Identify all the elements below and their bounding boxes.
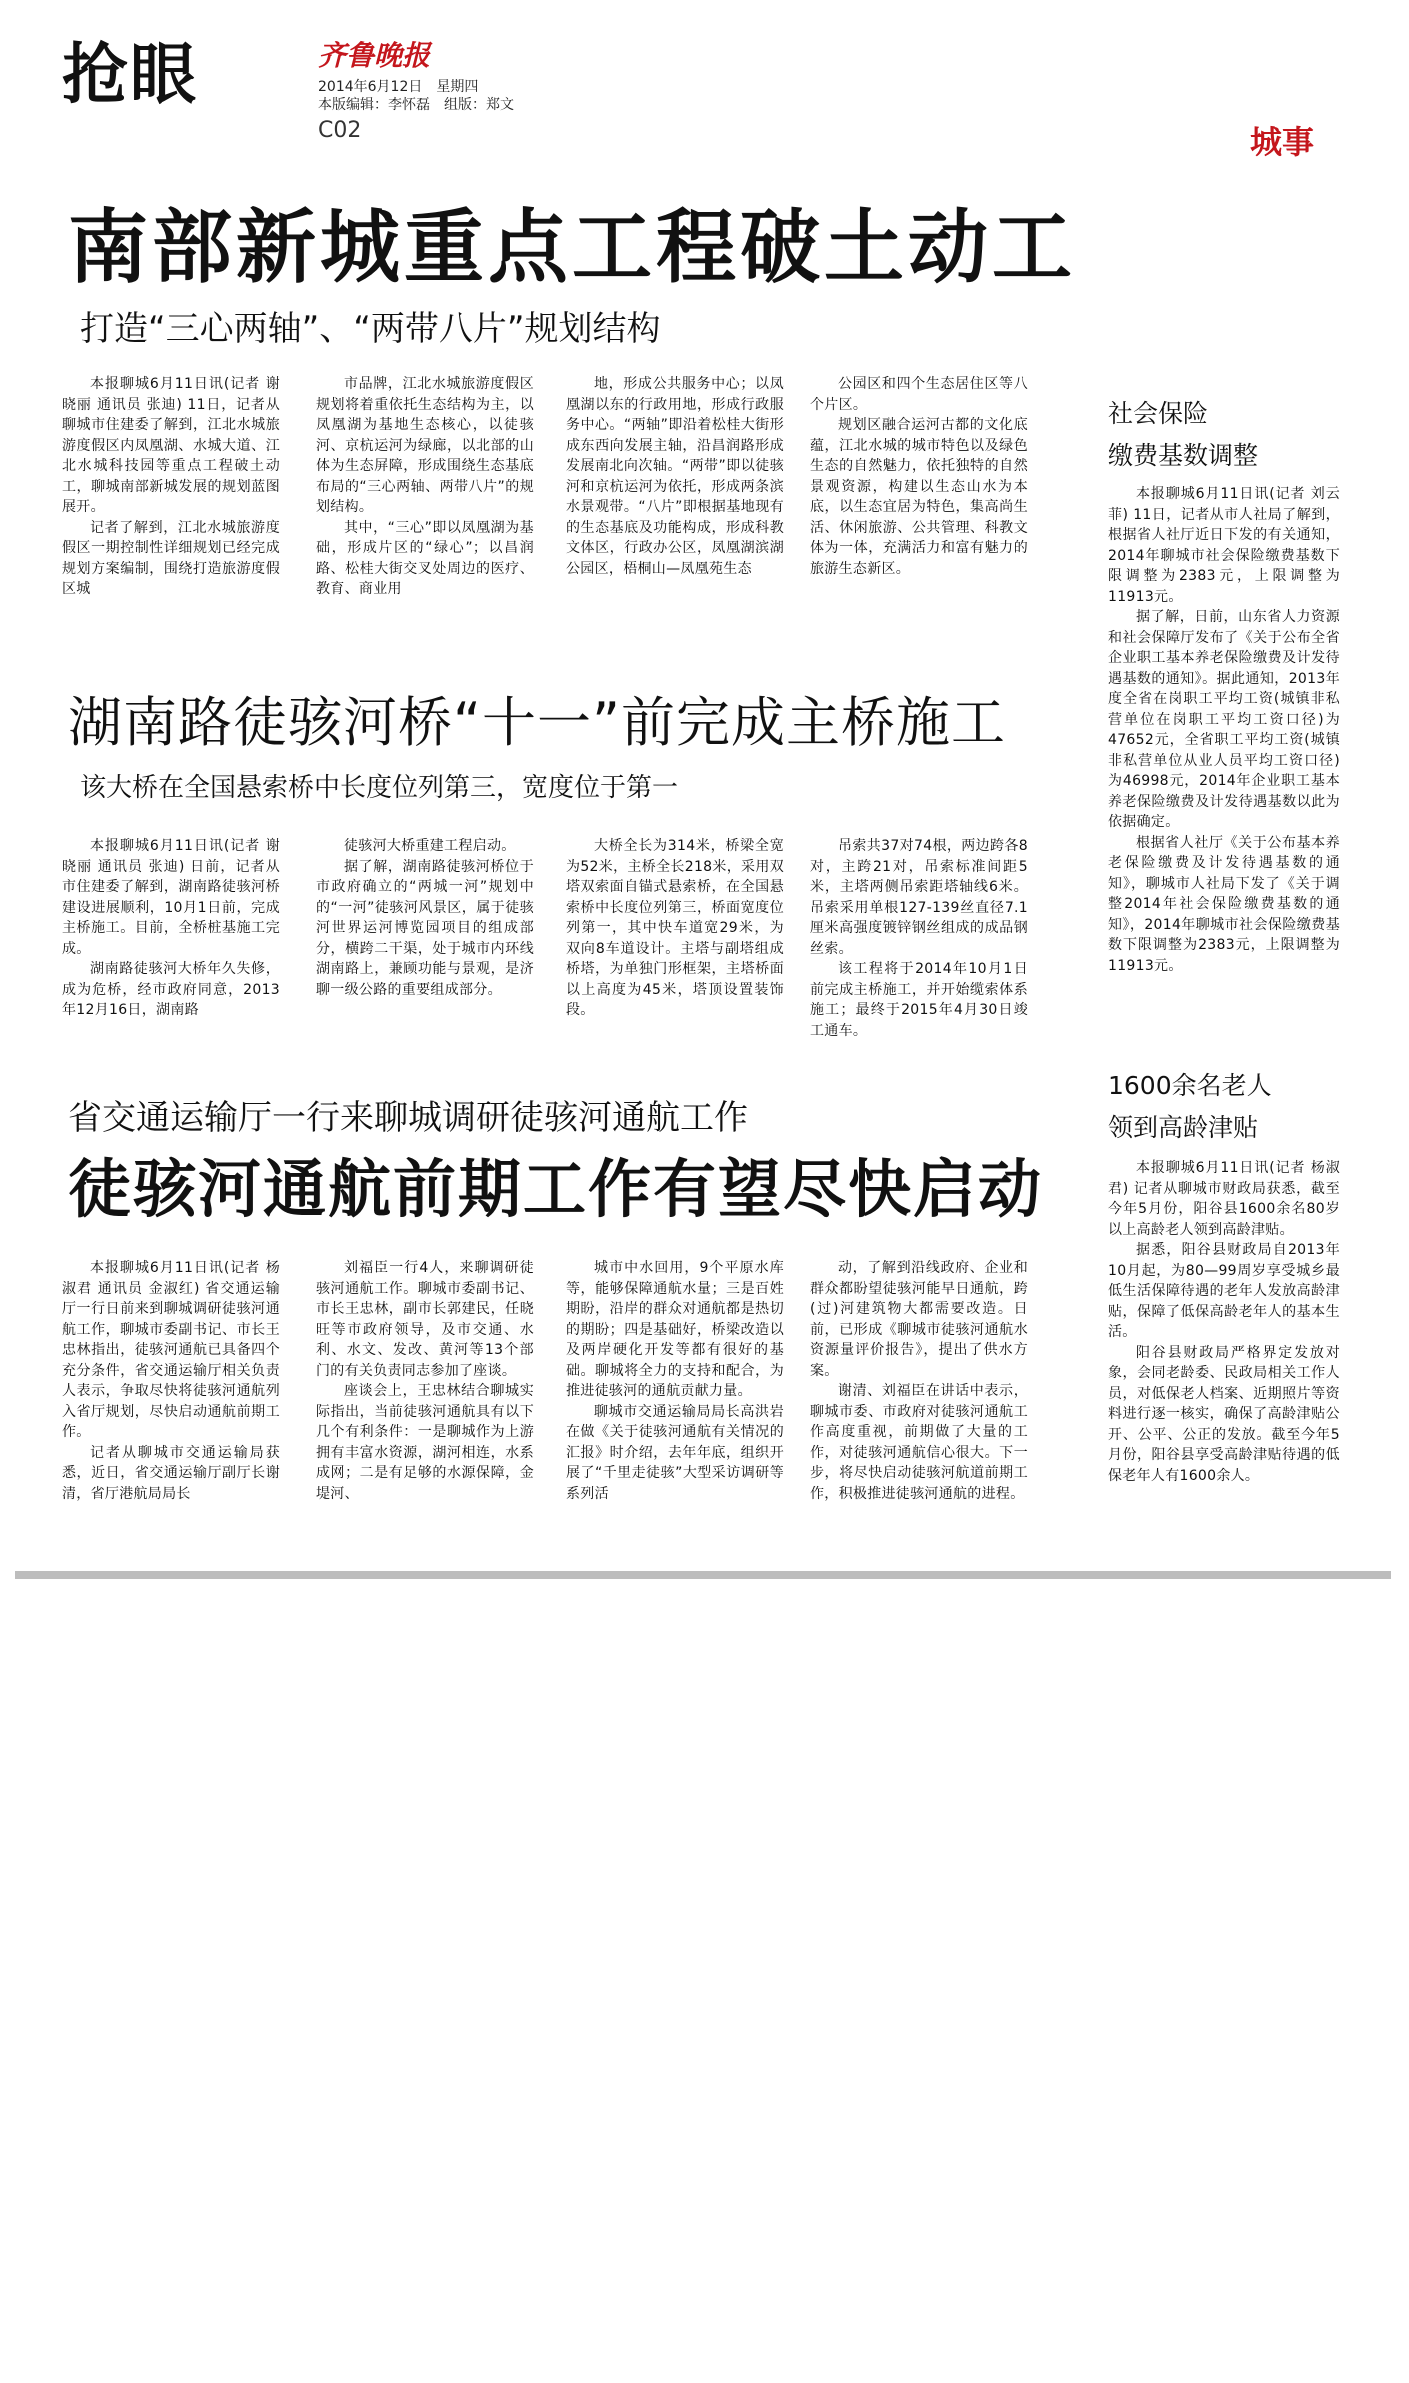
paragraph: 市品牌，江北水城旅游度假区规划将着重依托生态结构为主，以凤凰湖为基地生态核心，以徒骇河、京杭运河为绿廊，以北部的山体为生态屏障，形成围绕生态基底布局的“三心两轴、两带八片”的规划结构。	[316, 376, 534, 515]
section-title: 抢眼	[62, 36, 198, 113]
article3-col-4	[810, 1258, 1028, 1504]
paragraph: 阳谷县财政局严格界定发放对象，会同老龄委、民政局相关工作人员，对低保老人档案、近期照片等资料进行逐一核实，确保了高龄津贴公开、公平、公正的发放。截至今年5月份，阳谷县享受高龄津贴待遇的低保老年人有1600余人。	[1108, 1344, 1340, 1484]
article2-col-1	[62, 836, 280, 1021]
paragraph: 据了解，湖南路徒骇河桥位于市政府确立的“两城一河”规划中的“一河”徒骇河风景区，属于徒骇河世界运河博览园项目的组成部分，横跨二干渠，处于城市内环线湖南路上，兼顾功能与景观，是济聊一级公路的重要组成部分。	[316, 858, 534, 998]
sidebar1-title-line2: 缴费基数调整	[1108, 441, 1259, 470]
sidebar2-title-line1: 1600余名老人	[1108, 1071, 1272, 1100]
article1-subtitle: 打造“三心两轴”、“两带八片”规划结构	[80, 309, 661, 349]
paragraph: 公园区和四个生态居住区等八个片区。	[810, 376, 1028, 413]
article1-col-3	[566, 374, 784, 579]
paragraph: 据悉，阳谷县财政局自2013年10月起，为80—99周岁享受城乡最低生活保障待遇的老年人发放高龄津贴，保障了低保高龄老年人的基本生活。	[1108, 1242, 1340, 1340]
paragraph: 湖南路徒骇河大桥年久失修，成为危桥，经市政府同意，2013年12月16日，湖南路	[62, 961, 280, 1018]
paragraph: 动，了解到沿线政府、企业和群众都盼望徒骇河能早日通航，跨(过)河建筑物大都需要改造。日前，已形成《聊城市徒骇河通航水资源量评价报告》，提出了供水方案。	[810, 1260, 1028, 1379]
paragraph: 聊城市交通运输局局长高洪岩在做《关于徒骇河通航有关情况的汇报》时介绍，去年年底，组织开展了“千里走徒骇”大型采访调研等系列活	[566, 1403, 784, 1502]
sidebar2-title-line2: 领到高龄津贴	[1108, 1113, 1259, 1142]
paragraph: 刘福臣一行4人，来聊调研徒骇河通航工作。聊城市委副书记、市长王忠林，副市长郭建民，任晓旺等市政府领导，及市交通、水利、水文、发改、黄河等13个部门的有关负责同志参加了座谈。	[316, 1260, 534, 1379]
paragraph: 本报聊城6月11日讯(记者 杨淑君) 记者从聊城市财政局获悉，截至今年5月份，阳谷县1600余名80岁以上高龄老人领到高龄津贴。	[1108, 1160, 1340, 1238]
page-code: C02	[318, 118, 362, 143]
article3-kicker: 省交通运输厅一行来聊城调研徒骇河通航工作	[68, 1098, 748, 1138]
paragraph: 规划区融合运河古都的文化底蕴，江北水城的城市特色以及绿色生态的自然魅力，依托独特的自然景观资源，构建以生态山水为本底，以生态宜居为特色，集高尚生活、休闲旅游、公共管理、科教文体为一体，充满活力和富有魅力的旅游生态新区。	[810, 417, 1028, 577]
article1-col-2	[316, 374, 534, 600]
article1-col-1	[62, 374, 280, 600]
issue-date: 2014年6月12日 星期四	[318, 79, 479, 95]
paragraph: 谢清、刘福臣在讲话中表示，聊城市委、市政府对徒骇河通航工作高度重视，前期做了大量的工作，对徒骇河通航信心很大。下一步，将尽快启动徒骇河航道前期工作，积极推进徒骇河通航的进程。	[810, 1383, 1028, 1502]
article2-title: 湖南路徒骇河桥“十一”前完成主桥施工	[68, 691, 1006, 754]
sidebar1-title-line1: 社会保险	[1108, 399, 1209, 428]
newspaper-logo: 齐鲁晚报	[318, 39, 431, 72]
paragraph: 该工程将于2014年10月1日前完成主桥施工，并开始缆索体系施工；最终于2015年4月30日竣工通车。	[810, 961, 1028, 1039]
paragraph: 据了解，日前，山东省人力资源和社会保障厅发布了《关于公布全省企业职工基本养老保险缴费及计发待遇基数的通知》。据此通知，2013年度全省在岗职工平均工资(城镇非私营单位在岗职工平均工资口径)为47652元，全省职工平均工资(城镇非私营单位从业人员平均工资口径)为46998元，2014年企业职工基本养老保险缴费及计发待遇基数以此为依据确定。	[1108, 609, 1340, 830]
paragraph: 吊索共37对74根，两边跨各8对，主跨21对，吊索标准间距5米，主塔两侧吊索距塔轴线6米。吊索采用单根127-139丝直径7.1厘米高强度镀锌钢丝组成的成品钢丝索。	[810, 838, 1028, 957]
article1-title: 南部新城重点工程破土动工	[68, 201, 1076, 294]
paragraph: 本报聊城6月11日讯(记者 谢晓丽 通讯员 张迪) 日前，记者从市住建委了解到，湖南路徒骇河桥建设进展顺利，10月1日前，完成主桥施工。目前，全桥桩基施工完成。	[62, 838, 280, 957]
article2-col-3	[566, 836, 784, 1021]
paragraph: 城市中水回用，9个平原水库等，能够保障通航水量；三是百姓期盼，沿岸的群众对通航都是热切的期盼；四是基础好，桥梁改造以及两岸硬化开发等都有很好的基础。聊城将全力的支持和配合，为推进徒骇河的通航贡献力量。	[566, 1260, 784, 1399]
paragraph: 记者了解到，江北水城旅游度假区一期控制性详细规划已经完成规划方案编制，围绕打造旅游度假区城	[62, 519, 280, 597]
paragraph: 其中，“三心”即以凤凰湖为基础，形成片区的“绿心”；以昌润路、松桂大街交叉处周边的医疗、教育、商业用	[316, 519, 534, 597]
paragraph: 本报聊城6月11日讯(记者 谢晓丽 通讯员 张迪) 11日，记者从聊城市住建委了解到，江北水城旅游度假区内凤凰湖、水城大道、江北水城科技园等重点工程破土动工，聊城南部新城发展的规划蓝图展开。	[62, 376, 280, 515]
sidebar2-body	[1108, 1158, 1340, 1486]
article2-subtitle: 该大桥在全国悬索桥中长度位列第三，宽度位于第一	[80, 773, 679, 803]
category-label: 城事	[1250, 123, 1315, 161]
article2-col-4	[810, 836, 1028, 1041]
paragraph: 大桥全长为314米，桥梁全宽为52米，主桥全长218米，采用双塔双索面自锚式悬索桥，在全国悬索桥中长度位列第三，桥面宽度位列第一，其中快车道宽29米，为双向8车道设计。主塔与副塔组成桥塔，为单独门形框架，主塔桥面以上高度为45米，塔顶设置装饰段。	[566, 838, 784, 1018]
sidebar1-body	[1108, 484, 1340, 976]
paragraph: 地，形成公共服务中心；以凤凰湖以东的行政用地，形成行政服务中心。“两轴”即沿着松桂大街形成东西向发展主轴，沿昌润路形成发展南北向次轴。“两带”即以徒骇河和京杭运河为依托，形成两条滨水景观带。“八片”即根据基地现有的生态基底及功能构成，形成科教文体区，行政办公区，凤凰湖滨湖公园区，梧桐山—凤凰苑生态	[566, 376, 784, 577]
paragraph: 座谈会上，王忠林结合聊城实际指出，当前徒骇河通航具有以下几个有利条件：一是聊城作为上游拥有丰富水资源，湖河相连，水系成网；二是有足够的水源保障，金堤河、	[316, 1383, 534, 1502]
article2-col-2	[316, 836, 534, 1000]
article3-col-3	[566, 1258, 784, 1504]
paragraph: 根据省人社厅《关于公布基本养老保险缴费及计发待遇基数的通知》，聊城市人社局下发了《关于调整2014年社会保险缴费基数的通知》，2014年聊城市社会保险缴费基数下限调整为2383元，上限调整为11913元。	[1108, 834, 1340, 974]
article3-title: 徒骇河通航前期工作有望尽快启动	[68, 1153, 1043, 1226]
paragraph: 徒骇河大桥重建工程启动。	[344, 838, 516, 854]
paragraph: 本报聊城6月11日讯(记者 杨淑君 通讯员 金淑红) 省交通运输厅一行日前来到聊城调研徒骇河通航工作，聊城市委副书记、市长王忠林指出，徒骇河通航已具备四个充分条件，省交通运输厅相关负责人表示，争取尽快将徒骇河通航列入省厅规划，尽快启动通航前期工作。	[62, 1260, 280, 1440]
article3-col-2	[316, 1258, 534, 1504]
article3-col-1	[62, 1258, 280, 1504]
bottom-divider	[15, 1571, 1391, 1579]
paragraph: 本报聊城6月11日讯(记者 刘云菲) 11日，记者从市人社局了解到，根据省人社厅近日下发的有关通知，2014年聊城市社会保险缴费基数下限调整为2383元，上限调整为11913元。	[1108, 486, 1340, 605]
paragraph: 记者从聊城市交通运输局获悉，近日，省交通运输厅副厅长谢清，省厅港航局局长	[62, 1444, 280, 1502]
editors-line: 本版编辑：李怀磊 组版：郑文	[318, 97, 514, 113]
article1-col-4	[810, 374, 1028, 579]
